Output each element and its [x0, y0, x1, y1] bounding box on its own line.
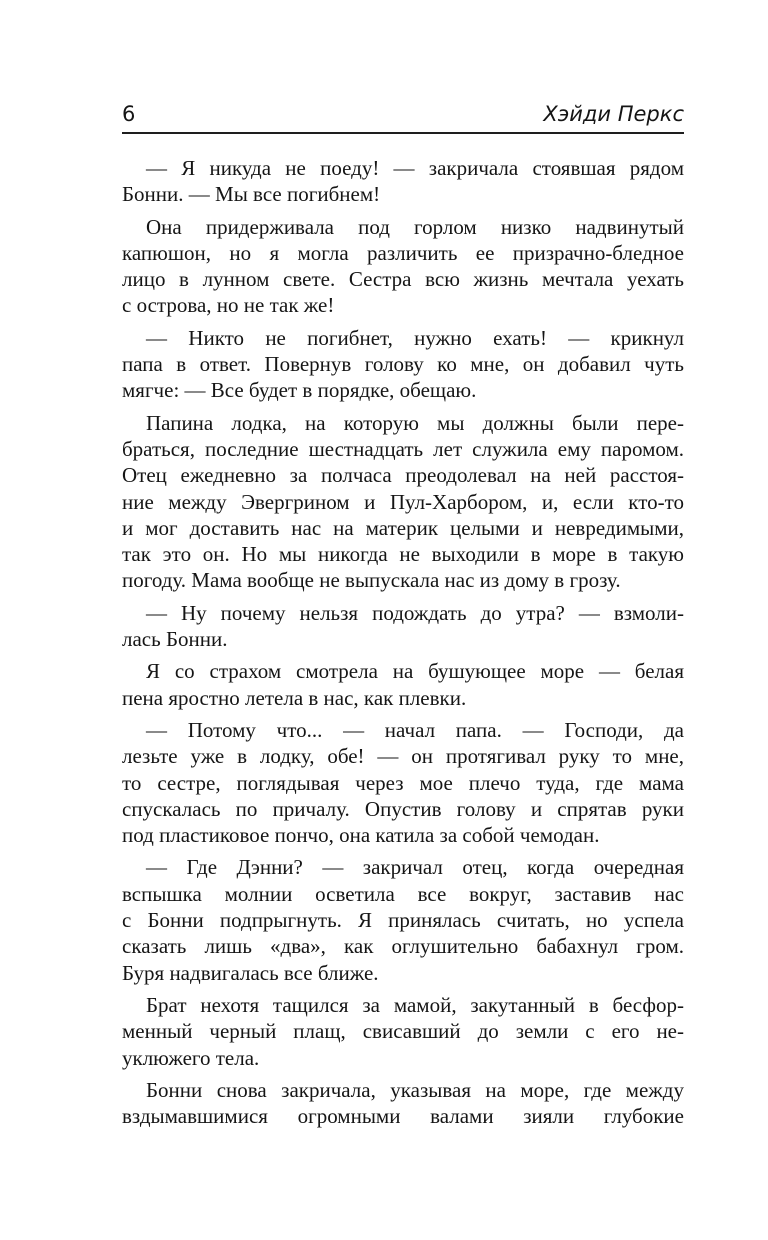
paragraph — [122, 214, 684, 319]
page-number: 6 — [122, 102, 136, 126]
text-line: — Я никуда не поеду! — закричала стоявшая рядом — [146, 156, 684, 180]
text-line: ние между Эвергрином и Пул-Харбором, и, если кто-то — [122, 489, 684, 514]
header-rule — [122, 132, 684, 134]
paragraph — [122, 155, 684, 208]
text-line: Бонни снова закричала, указывая на море, где между — [146, 1077, 684, 1102]
text-line: пена яростно летела в нас, как плевки. — [122, 685, 467, 710]
text-line: уклюжего тела. — [122, 1045, 260, 1070]
body-text — [122, 155, 684, 1135]
text-line: сказать лишь «два», как оглушительно бабахнул гром. — [122, 934, 684, 959]
paragraph — [122, 325, 684, 404]
paragraph — [122, 1077, 684, 1130]
text-line: Бонни. — Мы все погибнем! — [122, 182, 381, 207]
text-line: мягче: — Все будет в порядке, обещаю. — [122, 378, 477, 403]
paragraph — [122, 410, 684, 594]
text-line: погоду. Мама вообще не выпускала нас из дому в грозу. — [122, 568, 621, 593]
paragraph — [122, 717, 684, 848]
text-line: под пластиковое пончо, она катила за собой чемодан. — [122, 823, 600, 848]
paragraph — [122, 992, 684, 1071]
paragraph — [122, 854, 684, 985]
text-line: Она придерживала под горлом низко надвинутый — [146, 214, 684, 239]
text-line: и мог доставить нас на материк целыми и невредимыми, — [122, 515, 684, 540]
text-line: капюшон, но я могла различить ее призрачно-бледное — [122, 240, 684, 265]
text-line: так это он. Но мы никогда не выходили в море в такую — [122, 542, 684, 567]
text-line: — Где Дэнни? — закричал отец, когда очередная — [146, 855, 684, 880]
text-line: — Потому что... — начал папа. — Господи, да — [146, 717, 684, 742]
text-line: — Никто не погибнет, нужно ехать! — крикнул — [146, 325, 684, 350]
text-line: — Ну почему нельзя подождать до утра? — взмоли- — [146, 600, 684, 625]
text-line: Буря надвигалась все ближе. — [122, 960, 379, 985]
running-head-author: Хэйди Перкс — [543, 102, 684, 126]
text-line: с Бонни подпрыгнуть. Я принялась считать, но успела — [122, 908, 684, 933]
text-line: лицо в лунном свете. Сестра всю жизнь мечтала уехать — [122, 267, 684, 292]
paragraph — [122, 600, 684, 653]
text-line: Я со страхом смотрела на бушующее море — белая — [146, 659, 684, 684]
text-line: лезьте уже в лодку, обе! — он протягивал руку то мне, — [122, 744, 684, 769]
text-line: папа в ответ. Повернув голову ко мне, он добавил чуть — [122, 352, 684, 377]
text-line: вздымавшимися огромными валами зияли глубокие — [122, 1104, 684, 1129]
text-line: лась Бонни. — [122, 627, 228, 652]
paragraph — [122, 658, 684, 711]
page-header — [122, 100, 684, 132]
text-line: Отец ежедневно за полчаса преодолевал на ней расстоя- — [122, 463, 684, 488]
text-line: Папина лодка, на которую мы должны были пере- — [146, 410, 684, 435]
text-line: то сестре, поглядывая через мое плечо туда, где мама — [122, 770, 684, 795]
text-line: Брат нехотя тащился за мамой, закутанный в бесфор- — [146, 992, 684, 1017]
text-line: с острова, но не так же! — [122, 293, 335, 318]
text-line: спускалась по причалу. Опустив голову и спрятав руки — [122, 796, 684, 821]
text-line: браться, последние шестнадцать лет служила ему паромом. — [122, 436, 684, 461]
text-line: менный черный плащ, свисавший до земли с его не- — [122, 1019, 684, 1044]
text-line: вспышка молнии осветила все вокруг, заставив нас — [122, 881, 684, 906]
